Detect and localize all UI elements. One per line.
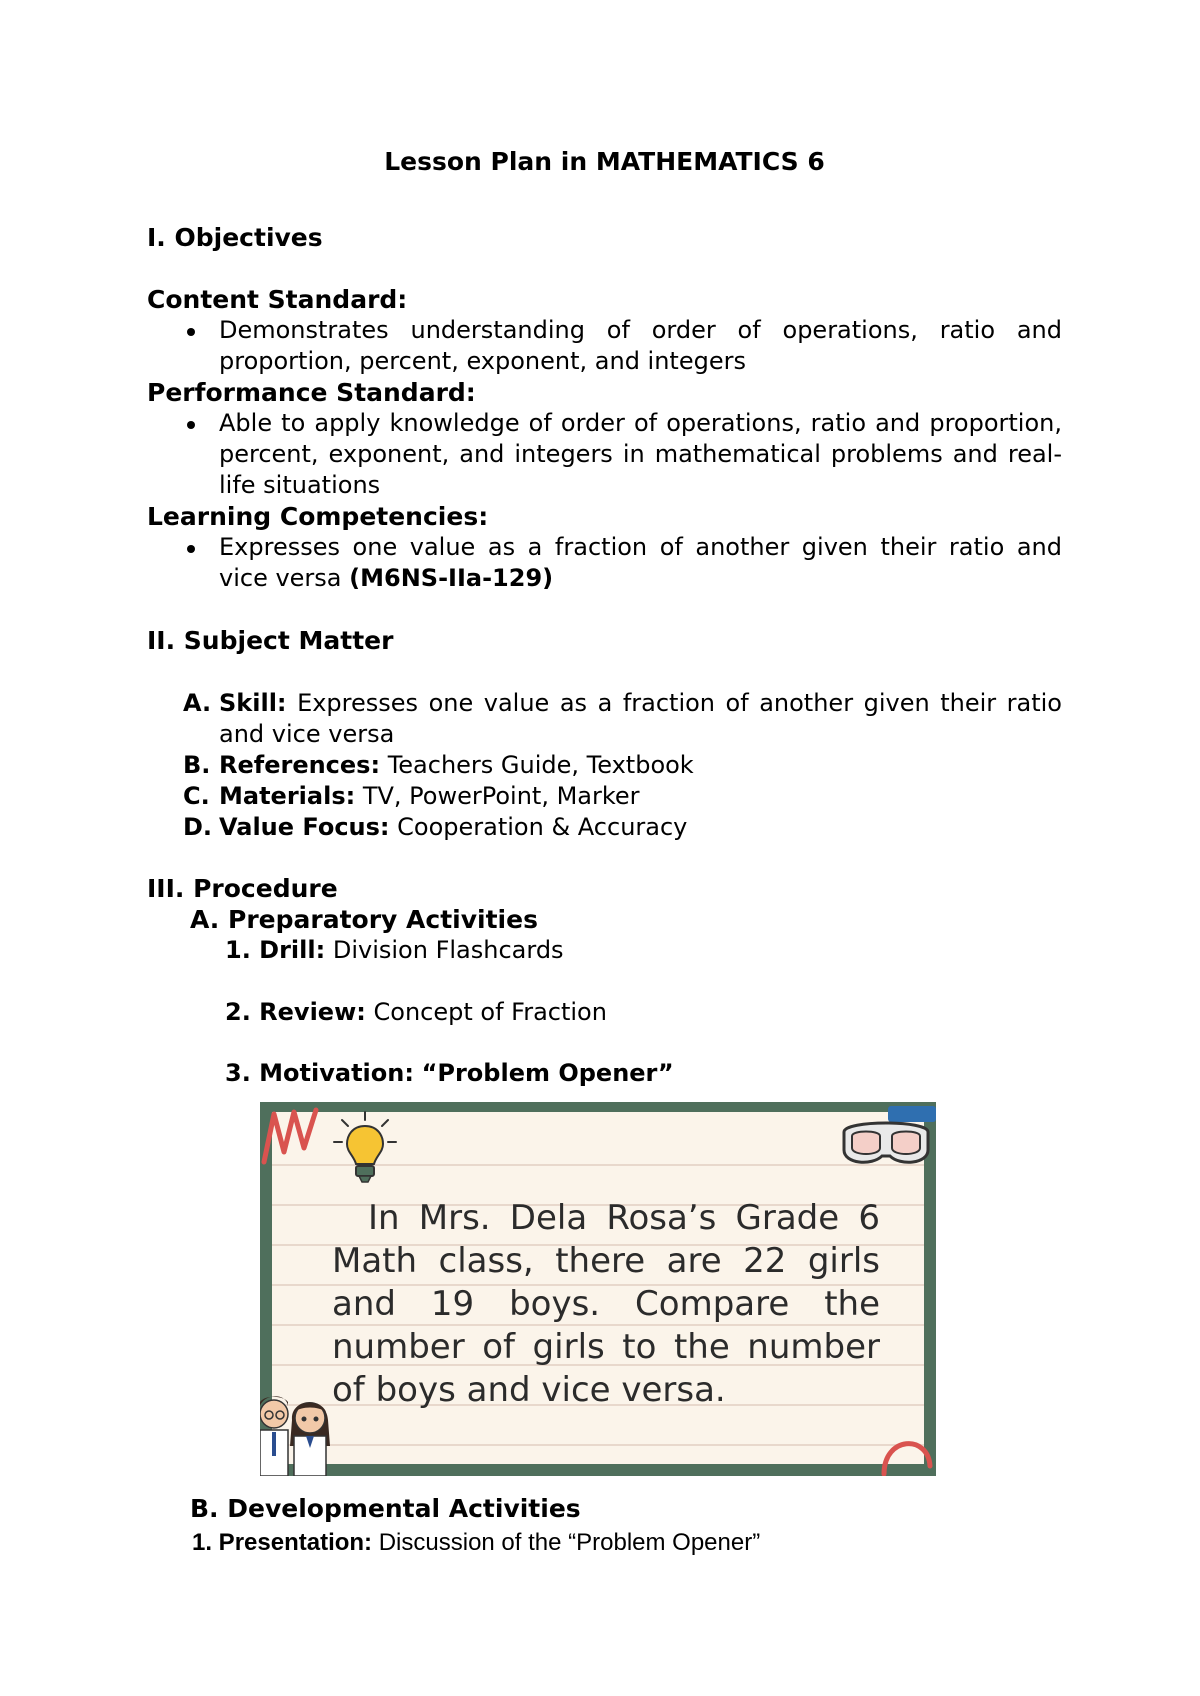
preparatory-activities-heading: A. Preparatory Activities	[190, 905, 538, 934]
developmental-activities-heading: B. Developmental Activities	[190, 1494, 581, 1523]
subject-item-references: References: Teachers Guide, Textbook	[219, 751, 694, 779]
red-swirl-icon	[876, 1416, 936, 1476]
presentation-item: 1. Presentation: Discussion of the “Problem Opener”	[192, 1529, 761, 1556]
content-standard-label: Content Standard:	[147, 285, 408, 314]
subject-item-skill: Skill: Expresses one value as a fraction of another given their ratio and vice versa	[219, 689, 1062, 748]
learning-competencies-label: Learning Competencies:	[147, 502, 489, 531]
red-scribble-icon	[260, 1102, 330, 1172]
procedure-heading: III. Procedure	[147, 874, 338, 903]
problem-opener-text: In Mrs. Dela Rosa’s Grade 6 Math class, there are 22 girls and 19 boys. Compare the number of girls to the number of boys and vice versa.	[332, 1198, 880, 1410]
students-icon	[260, 1376, 360, 1476]
performance-standard-item: Able to apply knowledge of order of operations, ratio and proportion, percent, exponent, and integers in mathematical problems and real-life situations	[219, 409, 1062, 499]
review-item: 2. Review: Concept of Fraction	[225, 998, 607, 1026]
document-title: Lesson Plan in MATHEMATICS 6	[384, 147, 825, 176]
lesson-plan-page	[147, 0, 1062, 1696]
performance-standard-label: Performance Standard:	[147, 378, 476, 407]
subject-item-letter: A.	[183, 689, 212, 717]
subject-matter-heading: II. Subject Matter	[147, 626, 394, 655]
motivation-item: 3. Motivation: “Problem Opener”	[225, 1059, 674, 1087]
subject-item-letter: C.	[183, 782, 210, 810]
problem-opener-card	[260, 1102, 936, 1476]
subject-item-value-focus: Value Focus: Cooperation & Accuracy	[219, 813, 688, 841]
goggles-icon	[838, 1106, 936, 1176]
content-standard-item: Demonstrates understanding of order of operations, ratio and proportion, percent, exponent, and integers	[219, 316, 1062, 375]
objectives-heading: I. Objectives	[147, 223, 323, 252]
competency-code: (M6NS-IIa-129)	[349, 564, 554, 592]
lightbulb-icon	[330, 1110, 400, 1188]
subject-item-materials: Materials: TV, PowerPoint, Marker	[219, 782, 640, 810]
learning-competencies-item: Expresses one value as a fraction of another given their ratio and vice versa (M6NS-IIa-129)	[219, 533, 1062, 592]
subject-item-letter: B.	[183, 751, 211, 779]
drill-item: 1. Drill: Division Flashcards	[225, 936, 564, 964]
subject-item-letter: D.	[183, 813, 213, 841]
